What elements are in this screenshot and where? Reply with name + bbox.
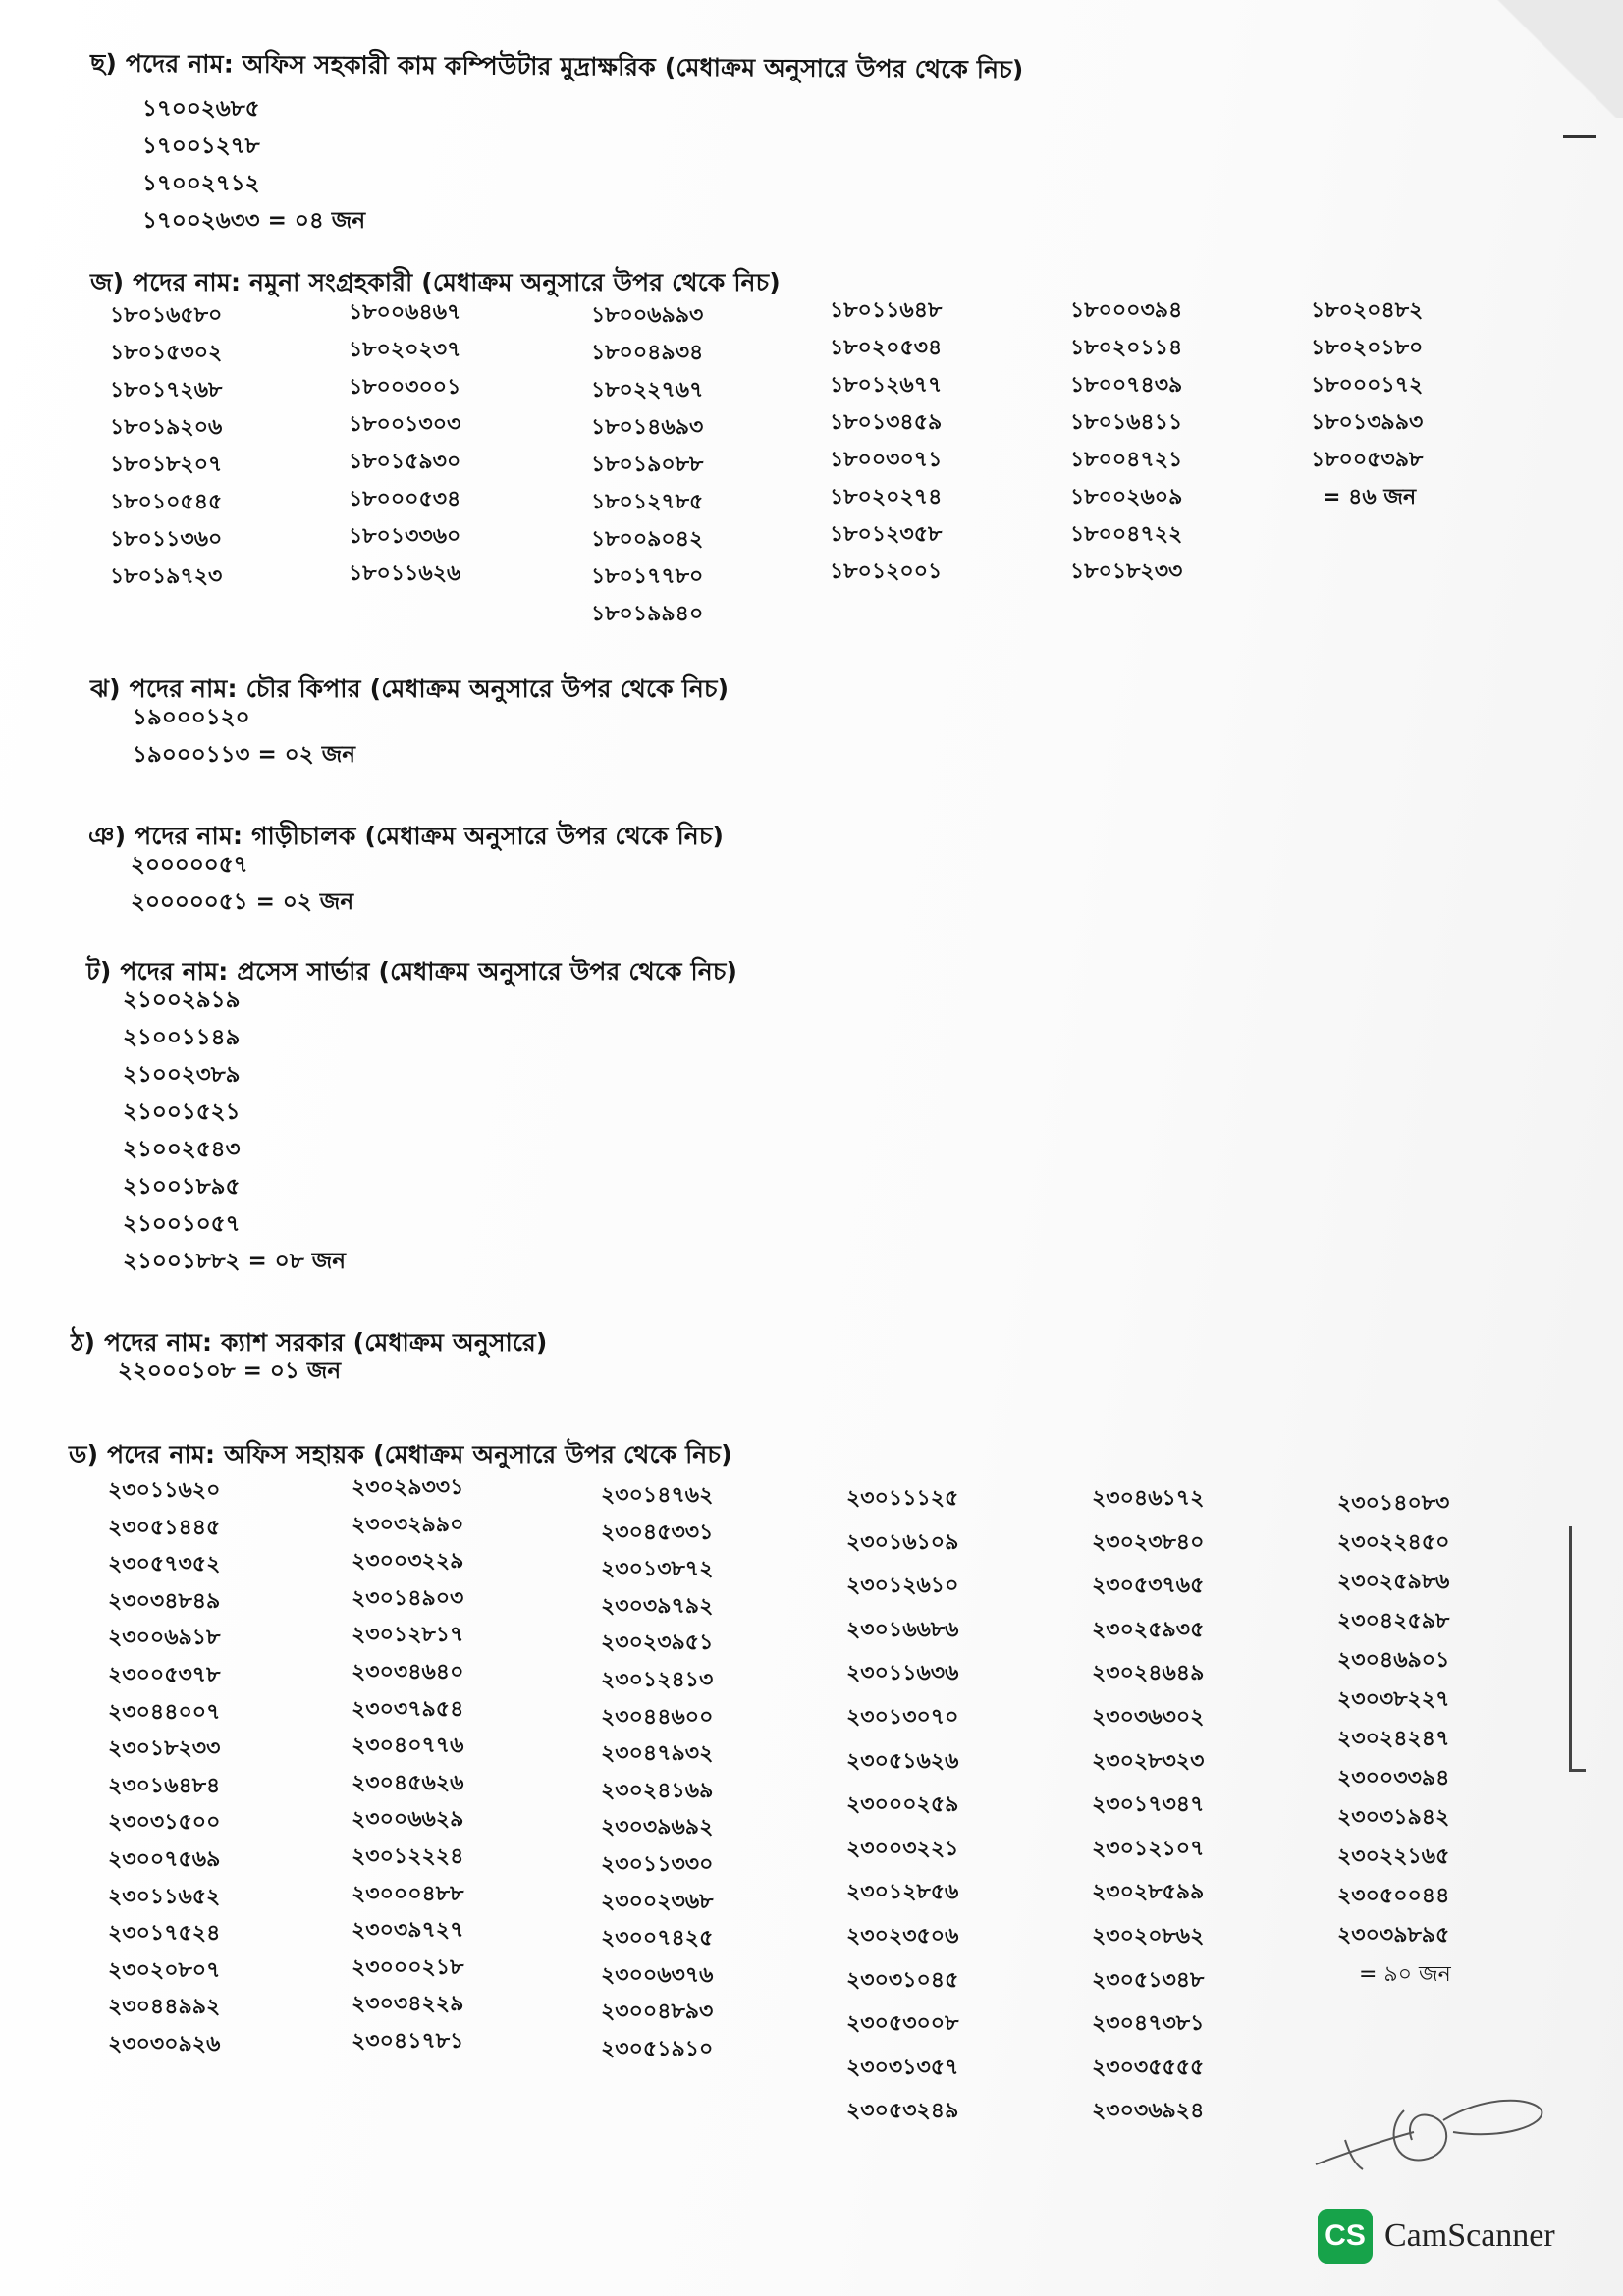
roll-number: ২৩০১২৮৫৬ [846,1880,959,1905]
roll-number: ১৮০০৩০০১ [349,375,461,400]
camscanner-brand-text: CamScanner [1384,2217,1555,2254]
roll-number: ২৩০১৪৭৬২ [601,1483,714,1508]
roll-number: ২৩০২৯৩৩১ [352,1475,464,1500]
roll-number: ২৩০২৮৩২৩ [1092,1748,1205,1774]
roll-number: ২৩০৩৯৭২৭ [352,1918,464,1944]
roll-number: ২৩০৫১৯১০ [601,2036,714,2061]
roll-number: ১৮০১৭৭৮০ [591,564,704,589]
section-ja-heading: জ) পদের নাম: নমুনা সংগ্রহকারী (মেধাক্রম অনুসারে উপর থেকে নিচ) [90,268,781,296]
roll-number: ১৮০১০৫৪৫ [110,490,223,514]
roll-number: ১৮০০৬৪৬৭ [349,300,461,325]
roll-number: ২৩০২৪২৪৭ [1337,1727,1450,1751]
camscanner-watermark [1318,2209,1555,2264]
roll-number: ২১০০১০৫৭ [123,1211,241,1237]
roll-number: ২১০০১৫২১ [123,1099,241,1125]
roll-number-total: = ৯০ জন [1359,1962,1451,1987]
roll-number: ২৩০২২৪৫০ [1337,1530,1450,1555]
page-corner-fold [1466,0,1623,118]
section-ja-column-4 [830,293,942,591]
roll-number: ২৩০০৭৫৬৯ [108,1846,221,1872]
roll-number: ১৮০০৯০৪২ [591,527,704,552]
roll-number: ২৩০১৮২৩৩ [108,1736,221,1762]
roll-number: ২৩০৩৬৯২৪ [1092,2099,1205,2124]
roll-number-total: ২২০০০১০৮ = ০১ জন [118,1359,342,1384]
roll-number: ২৩০৩২৯৯০ [352,1512,464,1537]
roll-number: ১৮০০৪৭২২ [1070,522,1183,547]
roll-number: ১৮০০৪৯৩৪ [591,341,704,365]
roll-number: ২৩০২৪৬৪৯ [1092,1661,1205,1686]
section-da-column-1 [108,1472,220,2063]
roll-number: ১৮০১৫৩০২ [110,341,223,365]
section-ta-list [123,982,346,1280]
roll-number: ২৩০০৫৩৭৮ [108,1662,221,1687]
roll-number: ১৮০০৩০৭১ [830,448,943,472]
roll-number: ২৩০৪৭৩৮১ [1092,2011,1205,2037]
margin-bracket-mark [1569,1526,1572,1772]
roll-number: ২৩০৫১৩৪৮ [1092,1967,1205,1993]
roll-number: ১৮০০৭৪৩৯ [1070,373,1183,398]
roll-number: ১৮০১১৬৪৮ [830,298,943,323]
roll-number: ২৩০৪৫৬২৬ [352,1770,464,1795]
roll-number: ২১০০১৮৯৫ [123,1174,241,1200]
roll-number: ১৮০২০২৭৪ [830,485,943,509]
roll-number: ১৮০১৯০৮৮ [591,453,704,477]
roll-number: ১৮০১২৬৭৭ [830,373,943,398]
roll-number: ২৩০০৩২২১ [846,1836,959,1861]
roll-number: ২৩০৫৩০০৮ [846,2011,959,2037]
section-cha-heading: ছ) পদের নাম: অফিস সহকারী কাম কম্পিউটার মুদ্রাক্ষরিক (মেধাক্রম অনুসারে উপর থেকে নিচ) [89,48,1024,84]
roll-number: ১৮০১৬৪১১ [1070,410,1183,435]
roll-number: ১৮০১৯৯৪০ [591,602,704,626]
section-ja-column-6 [1311,293,1423,516]
section-da-column-2 [352,1469,463,2060]
roll-number: ২৩০০৪৮৯৩ [601,2000,714,2025]
roll-number: ১৮০১৪৬৯৩ [591,415,704,440]
section-nya-heading: ঞ) পদের নাম: গাড়ীচালক (মেধাক্রম অনুসারে উপর থেকে নিচ) [88,822,725,850]
roll-number: ১৮০১১৩৬০ [110,527,223,552]
roll-number: ২৩০১২১০৭ [1092,1836,1205,1861]
roll-number: ১৭০০২৭১২ [142,171,260,196]
roll-number: ২৩০০৩৩৯৪ [1337,1766,1450,1790]
roll-number: ২৩০০৭৪২৫ [601,1926,714,1951]
roll-number: ২৩০২০৮০৭ [108,1957,221,1983]
roll-number: ২৩০৪৬৯০১ [1337,1648,1450,1673]
roll-number: ২৩০১১৩৩০ [601,1851,714,1877]
roll-number: ২১০০২৯১৯ [123,988,241,1013]
roll-number: ২৩০০০২৫৯ [846,1792,959,1818]
roll-number: ১৭০০২৬৮৫ [142,96,260,122]
roll-number: ২৩০২৩৫০৬ [846,1923,959,1949]
roll-number: ২৩০১৪৯০৩ [352,1585,464,1611]
section-tha-heading: ঠ) পদের নাম: ক্যাশ সরকার (মেধাক্রম অনুসারে) [71,1328,548,1357]
roll-number: ২০০০০০৫৭ [131,852,248,878]
roll-number: ২৩০৫৩৭৬৫ [1092,1574,1205,1599]
roll-number: ২৩০১২২২৪ [352,1843,464,1869]
roll-number: ২৩০০০৪৮৮ [352,1881,464,1906]
roll-number: ২১০০২৫৪৩ [123,1137,241,1162]
roll-number: ২৩০০০২১৮ [352,1954,464,1980]
roll-number: ১৮০০০১৭২ [1311,373,1424,398]
margin-dash-mark [1563,135,1596,138]
roll-number: ১৮০১৯৭২৩ [110,564,223,589]
roll-number: ২৩০৫১৬২৬ [846,1748,959,1774]
section-da-column-6 [1337,1484,1451,1995]
roll-number: ২৩০২৮৫৯৯ [1092,1880,1205,1905]
section-ja-column-1 [110,297,222,596]
roll-number: ২৩০১২৮১৭ [352,1623,464,1648]
roll-number: ২৩০৩৬৩০২ [1092,1704,1205,1730]
roll-number: ১৮০১২৩৫৮ [830,522,943,547]
roll-number: ১৮০০৬৯৯৩ [591,303,704,328]
roll-number: ১৮০০২৬০৯ [1070,485,1183,509]
roll-number: ২৩০৩৪৬৪০ [352,1659,464,1684]
section-da-column-3 [601,1477,713,2068]
roll-number: ২৩০০৬৬২৯ [352,1807,464,1833]
roll-number: ১৮০১১৬২৬ [349,561,461,586]
roll-number: ১৮০২০১৮০ [1311,336,1424,360]
roll-number: ২৩০৩৯৭৯২ [601,1593,714,1619]
roll-number: ২৩০৩৪৮৪৯ [108,1588,221,1614]
roll-number: ২৩০১১৬২০ [108,1478,221,1503]
roll-number: ২৩০১১১২৫ [846,1486,959,1511]
roll-number: ১৯০০০১২০ [133,705,250,730]
section-ja-column-5 [1070,293,1182,591]
roll-number: ২৩০০৬৩৭৬ [601,1962,714,1988]
roll-number: ১৮০২০৫৩৪ [830,336,943,360]
roll-number: ১৮০১৯২০৬ [110,415,223,440]
roll-number: ২৩০৩৮২২৭ [1337,1687,1450,1712]
roll-number: ২৩০১৭৫২৪ [108,1921,221,1947]
section-da-column-5 [1092,1477,1204,2134]
roll-number: ১৭০০১২৭৮ [142,133,260,159]
section-nya-list [131,846,353,921]
roll-number: ২৩০৩১৯৪২ [1337,1805,1450,1830]
roll-number-total: ২০০০০০৫১ = ০২ জন [131,889,354,915]
roll-number: ২৩০১২৪১৩ [601,1667,714,1692]
roll-number: ২৩০৩৭৯৫৪ [352,1696,464,1722]
camscanner-logo-icon: CS [1318,2209,1373,2264]
roll-number: ২৩০১৭৩৪৭ [1092,1792,1205,1818]
roll-number: ২৩০২৩৮৪০ [1092,1529,1205,1555]
roll-number: ১৮০২০২৩৭ [349,338,461,362]
roll-number: ২৩০৫০০৪৪ [1337,1884,1450,1908]
section-ja-column-3 [591,297,703,633]
roll-number: ১৮০১৩৯৯৩ [1311,410,1424,435]
roll-number: ২৩০০২৩৬৮ [601,1889,714,1914]
roll-number: ২৩০৪২৫৯৮ [1337,1609,1450,1633]
roll-number: ১৮০১২০০১ [830,560,943,584]
section-da-column-4 [846,1477,958,2134]
roll-number: ১৮০০৪৭২১ [1070,448,1183,472]
roll-number: ২৩০৪৪০০৭ [108,1699,221,1725]
roll-number-total: ১৯০০০১১৩ = ০২ জন [133,742,356,768]
roll-number: ২৩০২৫৯৮৬ [1337,1570,1450,1594]
roll-number: ১৮০২০১১৪ [1070,336,1183,360]
roll-number: ১৮০১৩৩৬০ [349,524,461,549]
section-jha-heading: ঝ) পদের নাম: চৌর কিপার (মেধাক্রম অনুসারে উপর থেকে নিচ) [90,674,730,703]
roll-number-total: ২১০০১৮৮২ = ০৮ জন [123,1249,346,1274]
roll-number: ১৮০০১৩০৩ [349,412,461,437]
roll-number: ১৮০২০৪৮২ [1311,298,1424,323]
roll-number: ২৩০২২১৬৫ [1337,1844,1450,1869]
section-tha-list [118,1353,341,1390]
roll-number: ১৮০১৮২০৭ [110,453,223,477]
roll-number: ২৩০৩৯৬৯২ [601,1815,714,1841]
roll-number: ২৩০৪৪৬০০ [601,1704,714,1730]
roll-number: ২১০০২৩৮৯ [123,1062,241,1088]
roll-number: ২৩০৪৫৩৩১ [601,1520,714,1545]
roll-number: ২৩০৩৫৫৫৫ [1092,2055,1205,2080]
roll-number: ২৩০৩০৯২৬ [108,2031,221,2056]
margin-bracket-foot [1572,1769,1586,1772]
roll-number: ১৮০১৩৪৫৯ [830,410,943,435]
roll-number: ১৮০০৫৩৯৮ [1311,448,1424,472]
roll-number: ২৩০৫১৪৪৫ [108,1515,221,1540]
roll-number: ২৩০১৩৮৭২ [601,1557,714,1582]
roll-number: ২৩০৪৪৯৯২ [108,1995,221,2020]
roll-number: ২৩০০৩২২৯ [352,1549,464,1575]
roll-number: ১৮০২২৭৬৭ [591,378,704,402]
roll-number: ২৩০০৬৯১৮ [108,1626,221,1651]
section-ja-column-2 [349,294,460,593]
roll-number: ২৩০১৩০৭০ [846,1704,959,1730]
roll-number: ২৩০৩১৫০০ [108,1810,221,1836]
roll-number: ২৩০৪৭৯৩২ [601,1741,714,1767]
roll-number: ১৮০১২৭৮৫ [591,490,704,514]
roll-number: ২৩০১১৬৩৬ [846,1661,959,1686]
roll-number: ২৩০৫৩২৪৯ [846,2099,959,2124]
roll-number: ২৩০৪০৭৭৬ [352,1734,464,1759]
roll-number: ১৮০১৫৯৩০ [349,450,461,474]
roll-number: ২৩০৪৬১৭২ [1092,1486,1205,1511]
roll-number-total: = ৪৬ জন [1323,485,1417,509]
roll-number: ২৩০১৬৪৮৪ [108,1773,221,1798]
section-cha-list [142,90,365,240]
section-ta-heading: ট) পদের নাম: প্রসেস সার্ভার (মেধাক্রম অনুসারে উপর থেকে নিচ) [86,957,738,986]
roll-number: ২৩০৩১০৪৫ [846,1967,959,1993]
roll-number: ২৩০১৬৬৮৬ [846,1617,959,1642]
section-da-heading: ড) পদের নাম: অফিস সহায়ক (মেধাক্রম অনুসারে উপর থেকে নিচ) [69,1440,732,1468]
roll-number: ১৮০১৭২৬৮ [110,378,223,402]
roll-number: ১৮০০০৫৩৪ [349,487,461,511]
roll-number: ১৮০১৮২৩৩ [1070,560,1183,584]
roll-number: ২৩০২৪১৬৯ [601,1778,714,1803]
roll-number: ২৩০১২৬১০ [846,1574,959,1599]
roll-number: ১৮০০০৩৯৪ [1070,298,1183,323]
roll-number: ২৩০৩১৩৫৭ [846,2055,959,2080]
roll-number: ২৩০২০৮৬২ [1092,1923,1205,1949]
roll-number: ২৩০১৪০৮৩ [1337,1491,1450,1516]
roll-number: ২৩০২৩৯৫১ [601,1630,714,1656]
roll-number: ২৩০৩৯৮৯৫ [1337,1923,1450,1948]
roll-number: ২৩০২৫৯৩৫ [1092,1617,1205,1642]
roll-number: ২৩০৩৪২২৯ [352,1992,464,2017]
section-jha-list [133,699,355,774]
roll-number: ১৮০১৬৫৮০ [110,303,223,328]
handwritten-signature [1296,2071,1551,2179]
roll-number: ২১০০১১৪৯ [123,1025,241,1050]
roll-number: ২৩০১১৬৫২ [108,1884,221,1909]
roll-number: ২৩০৫৭৩৫২ [108,1552,221,1577]
roll-number: ২৩০৪১৭৮১ [352,2028,464,2054]
roll-number: ২৩০১৬১০৯ [846,1529,959,1555]
roll-number-total: ১৭০০২৬৩৩ = ০৪ জন [142,208,366,234]
